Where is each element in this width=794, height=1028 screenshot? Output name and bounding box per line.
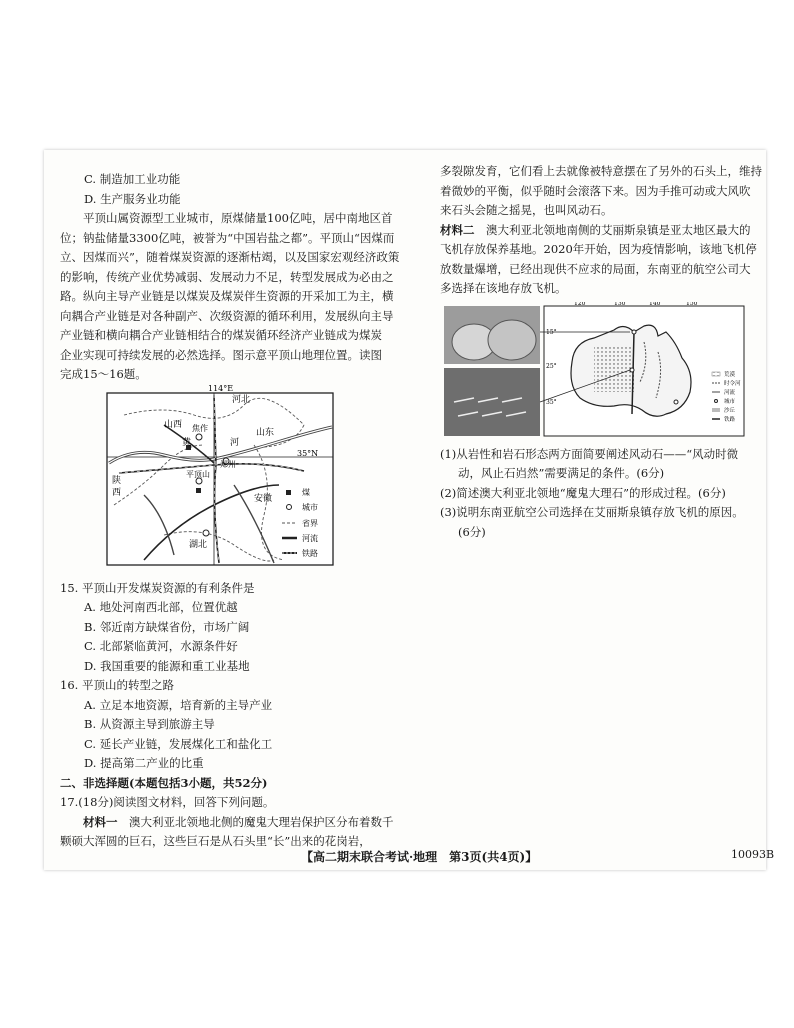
pingdingshan-map [104,385,336,567]
material-2-line: 飞机存放保养基地。2020年开始，因为疫情影响，该地飞机停 [440,242,757,256]
legend-border: 省界 [302,519,318,528]
q16-option: A. 立足本地资源，培育新的主导产业 [84,697,273,712]
legend-river: 河流 [724,390,736,396]
q15-option: B. 邻近南方缺煤省份，市场广阔 [84,619,250,634]
material-2-line: 多选择在该地存放飞机。 [440,281,567,295]
label-xi: 西 [112,488,122,498]
question-line: (2)简述澳大利亚北领地“魔鬼大理石”的形成过程。(6分) [440,485,726,500]
label-shandong: 山东 [256,428,275,438]
lon-120: 120° [574,302,589,307]
option-d: D. 生产服务业功能 [84,191,181,206]
legend-seasonal-river: 时令河 [724,381,741,387]
legend-river: 河流 [302,534,318,543]
option-c: C. 制造加工业功能 [84,172,181,186]
lon-130: 130° [614,302,629,307]
lat-25: 25° [546,363,557,370]
label-shanxi: 山西 [164,420,183,430]
label-pingdingshan: 平顶山 [186,470,210,479]
question-15: 15. 平顶山开发煤炭资源的有利条件是 [60,580,255,595]
question-line: 动，风止石岿然”需要满足的条件。(6分) [458,466,665,480]
label-zhengzhou: 郑州 [220,460,236,469]
label-jiaozuo: 焦作 [192,424,208,433]
section-heading: 二、非选择题(本题包括3小题，共52分) [60,775,268,790]
material-2-line: 澳大利亚北领地南侧的艾丽斯泉镇是亚太地区最大的 [486,222,751,237]
label-hebei: 河北 [232,395,251,405]
lat-35: 35° [546,399,557,406]
passage-line: 平顶山属资源型工业城市，原煤储量100亿吨，居中南地区首 [83,211,393,225]
q16-option: D. 提高第二产业的比重 [84,756,204,770]
legend-desert: 荒漠 [724,372,736,378]
passage-line: 企业实现可持续发展的必然选择。图示意平顶山地理位置。读图 [60,347,382,362]
passage-line: 立、因煤而兴”，随着煤炭资源的逐渐枯竭，以及国家宏观经济政策 [60,250,400,264]
q15-option: C. 北部紧临黄河，水源条件好 [84,639,238,653]
legend-city: 城市 [302,503,318,512]
legend-railway: 铁路 [302,549,318,558]
legend-dune: 沙丘 [724,408,736,414]
label-hubei: 湖北 [189,540,208,550]
label-he: 河 [230,438,240,448]
paper-code: 10093B [731,848,775,861]
label-shaan: 陕 [112,476,122,486]
legend-coal: 煤 [302,488,310,497]
material-2-tag: 材料二 [440,222,475,237]
legend-railway: 铁路 [724,417,736,423]
question-16: 16. 平顶山的转型之路 [60,678,174,692]
continued-line: 来石头会随之摇晃，也叫风动石。 [440,203,613,217]
passage-line: 路。纵向主导产业链是以煤炭及煤炭伴生资源的开采加工为主，横 [60,289,394,303]
material-2-line: 放数量爆增，已经出现供不应求的局面，东南亚的航空公司大 [440,261,751,276]
legend-city: 城市 [724,399,736,405]
q15-option: D. 我国重要的能源和重工业基地 [84,658,250,673]
australia-figure [444,302,746,438]
question-line: (6分) [458,524,486,539]
q16-option: C. 延长产业链，发展煤化工和盐化工 [84,736,273,751]
label-huang: 黄 [182,438,192,448]
lon-150: 150° [686,302,701,307]
q15-option: A. 地处河南西北部，位置优越 [84,600,238,614]
passage-line: 的影响，传统产业优势减弱、发展动力不足，转型发展成为必由之 [60,269,394,284]
label-anhui: 安徽 [254,494,273,504]
passage-line: 向耦合产业链是对各种副产、次级资源的循环利用，发展纵向主导 [60,308,394,323]
continued-line: 着微妙的平衡，似乎随时会滚落下来。因为手推可动或大风吹 [440,183,751,198]
q16-option: B. 从资源主导到旅游主导 [84,717,215,731]
lat-label: 35°N [297,449,319,458]
lat-15: 15° [546,329,557,336]
material-1-tag: 材料一 [83,814,118,829]
footer-title: 【高二期末联合考试·地理 第3页(共4页)】 [301,850,538,864]
aircraft-photo [444,368,540,436]
passage-line: 完成15～16题。 [60,367,147,381]
question-line: (3)说明东南亚航空公司选择在艾丽斯泉镇存放飞机的原因。 [440,505,744,519]
passage-line: 位；钠盐储量3300亿吨，被誉为“中国岩盐之都”。平顶山“因煤而 [60,230,395,245]
question-17: 17.(18分)阅读图文材料，回答下列问题。 [60,795,275,809]
lon-140: 140° [649,302,664,307]
continued-line: 多裂隙发育，它们看上去就像被特意摆在了另外的石头上，维持 [440,164,762,178]
lon-label: 114°E [208,385,234,393]
question-line: (1)从岩性和岩石形态两方面简要阐述风动石——“风动时微 [440,446,739,461]
material-1-line: 澳大利亚北领地北侧的魔鬼大理岩保护区分布着数千 [129,814,394,829]
passage-line: 产业链和横向耦合产业链相结合的煤炭循环经济产业链成为煤炭 [60,328,382,342]
material-1-line: 颗硕大浑圆的巨石，这些巨石是从石头里“长”出来的花岗岩， [60,834,371,848]
